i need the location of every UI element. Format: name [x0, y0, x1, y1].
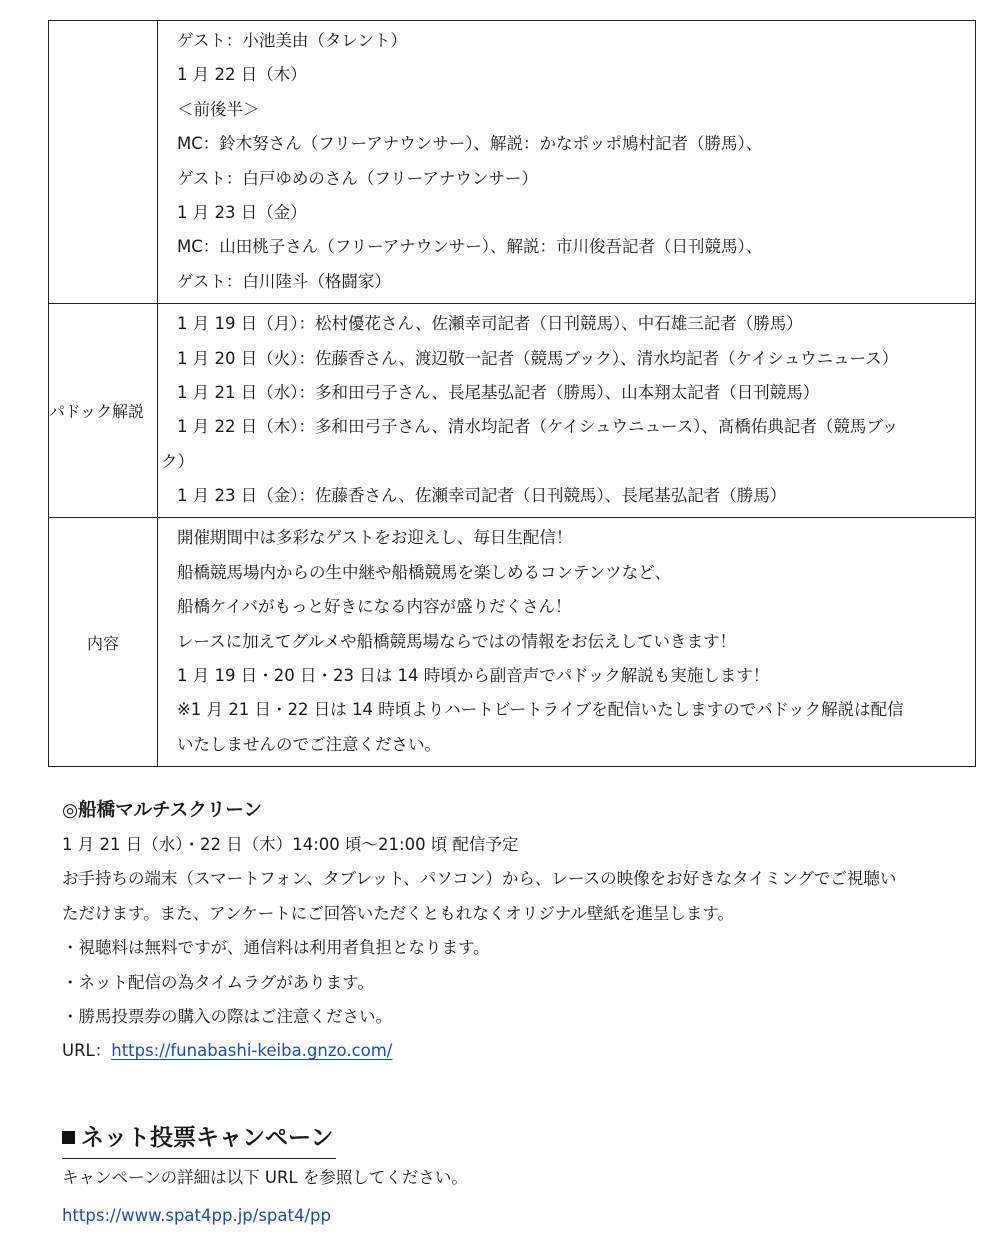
row-content	[158, 304, 976, 518]
content-line: 1 月 22 日（木）	[177, 65, 307, 85]
content-line: ゲスト：白川陸斗（格闘家）	[177, 271, 391, 291]
row-content	[158, 518, 976, 767]
content-line: 1 月 23 日（金）：佐藤香さん、佐瀬幸司記者（日刊競馬）、長尾基弘記者（勝馬）	[177, 486, 787, 506]
square-bullet-icon	[62, 1131, 75, 1144]
campaign-url-link[interactable]: https://www.spat4pp.jp/spat4/pp	[62, 1206, 331, 1225]
content-line: ク）	[161, 451, 194, 471]
multiscreen-desc: ただけます。また、アンケートにご回答いただくともれなくオリジナル壁紙を進呈します。	[62, 903, 735, 923]
multiscreen-heading: ◎船橋マルチスクリーン	[62, 800, 263, 821]
content-line: MC：鈴木努さん（フリーアナウンサー）、解説：かなポッポ鳩村記者（勝馬）、	[177, 134, 763, 154]
table-row	[49, 518, 976, 767]
content-line: 1 月 19 日・20 日・23 日は 14 時頃から副音声でパドック解説も実施します！	[177, 666, 770, 686]
content-line: 1 月 20 日（火）：佐藤香さん、渡辺敬一記者（競馬ブック）、清水均記者（ケイシュウニュース）	[177, 348, 899, 368]
campaign-text: キャンペーンの詳細は以下 URL を参照してください。	[62, 1168, 468, 1187]
content-line: 開催期間中は多彩なゲストをお迎えし、毎日生配信！	[177, 528, 573, 548]
content-line: ゲスト：小池美由（タレント）	[177, 31, 407, 50]
multiscreen-note: ・ネット配信の為タイムラグがあります。	[62, 972, 374, 992]
table-row	[49, 21, 976, 304]
campaign-heading	[62, 1118, 336, 1159]
content-line: 1 月 19 日（月）：松村優花さん、佐瀬幸司記者（日刊競馬）、中石雄三記者（勝馬）	[177, 314, 803, 334]
campaign-section	[62, 1118, 972, 1235]
schedule-table	[48, 20, 976, 767]
row-label-paddock: パドック解説	[49, 304, 158, 518]
multiscreen-section	[62, 794, 972, 1069]
content-line: MC：山田桃子さん（フリーアナウンサー）、解説：市川俊吾記者（日刊競馬）、	[177, 237, 763, 257]
multiscreen-note: ・勝馬投票券の購入の際はご注意ください。	[62, 1006, 392, 1026]
multiscreen-url-link[interactable]: https://funabashi-keiba.gnzo.com/	[111, 1041, 393, 1061]
multiscreen-desc: お手持ちの端末（スマートフォン、タブレット、パソコン）から、レースの映像をお好きなタイミングでご視聴い	[62, 869, 897, 889]
row-content	[158, 21, 976, 304]
content-line: 1 月 22 日（木）：多和田弓子さん、清水均記者（ケイシュウニュース）、髙橋佑典記者（競馬ブッ	[177, 417, 899, 437]
multiscreen-note: ・視聴料は無料ですが、通信料は利用者負担となります。	[62, 938, 490, 958]
multiscreen-url-line	[62, 1034, 972, 1068]
table-row	[49, 304, 976, 518]
content-line: ＜前後半＞	[177, 99, 260, 119]
row-label-content: 内容	[49, 518, 158, 767]
campaign-url-line	[62, 1197, 972, 1235]
content-line: いたしませんのでご注意ください。	[177, 734, 441, 754]
content-line: 船橋競馬場内からの生中継や船橋競馬を楽しめるコンテンツなど、	[177, 562, 672, 582]
content-line: ゲスト：白戸ゆめのさん（フリーアナウンサー）	[177, 168, 538, 188]
content-line: 船橋ケイバがもっと好きになる内容が盛りだくさん！	[177, 597, 572, 617]
url-label: URL：	[62, 1041, 112, 1061]
content-line: ※1 月 21 日・22 日は 14 時頃よりハートビートライブを配信いたしますのでパドック解説は配信	[177, 700, 904, 720]
campaign-heading-text: ネット投票キャンペーン	[81, 1125, 334, 1151]
multiscreen-date: 1 月 21 日（水）・22 日（木）14:00 頃～21:00 頃 配信予定	[62, 835, 519, 854]
content-line: 1 月 21 日（水）：多和田弓子さん、長尾基弘記者（勝馬）、山本翔太記者（日刊競馬）	[177, 382, 820, 402]
content-line: レースに加えてグルメや船橋競馬場ならではの情報をお伝えしていきます！	[177, 631, 737, 651]
content-line: 1 月 23 日（金）	[177, 202, 307, 222]
row-label	[49, 21, 158, 304]
